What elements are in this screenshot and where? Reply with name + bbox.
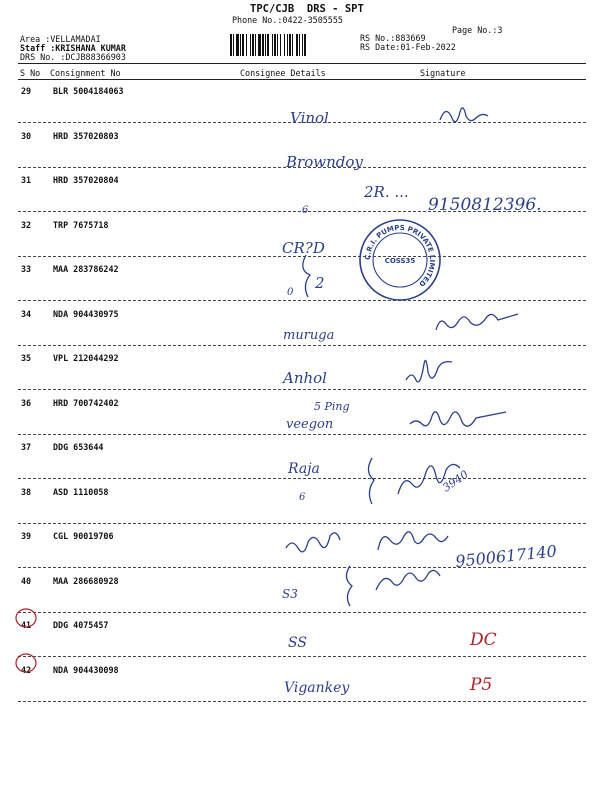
barcode-bar bbox=[236, 34, 239, 56]
row-consignment-number: BLR 5004184063 bbox=[53, 86, 124, 96]
bracket-mark bbox=[346, 566, 352, 606]
row-divider bbox=[18, 345, 586, 346]
stamp-center-text: COSS35 bbox=[384, 257, 416, 265]
barcode-bar bbox=[302, 34, 303, 56]
handwritten-name: Browndoy bbox=[286, 153, 363, 171]
row-serial-number: 29 bbox=[21, 86, 32, 96]
row-consignment-number: HRD 357020804 bbox=[53, 175, 119, 185]
row-divider bbox=[18, 567, 586, 568]
row-divider bbox=[18, 656, 586, 657]
barcode-bar bbox=[258, 34, 261, 56]
row-serial-number: 34 bbox=[21, 308, 32, 319]
row-consignment-number: TRP 7675718 bbox=[53, 219, 109, 230]
signature-mark bbox=[406, 360, 452, 382]
row-consignment-number: NDA 904430975 bbox=[53, 308, 119, 319]
header-rule bbox=[18, 63, 586, 64]
document-title: TPC/CJB DRS - SPT bbox=[250, 3, 364, 15]
row-consignment-number: HRD 700742402 bbox=[53, 397, 119, 408]
handwritten-note: S3 bbox=[282, 587, 298, 601]
signature-mark bbox=[286, 533, 340, 552]
row-consignment-number: MAA 283786242 bbox=[53, 264, 119, 274]
signature-mark bbox=[378, 532, 448, 550]
barcode-bar bbox=[262, 34, 264, 56]
rs-number: RS No.:883669 bbox=[360, 33, 426, 43]
handwritten-note: 6 bbox=[302, 205, 309, 216]
row-consignment-number: MAA 286680928 bbox=[53, 575, 119, 586]
handwritten-note: 0 bbox=[287, 287, 294, 298]
row-consignment-number: HRD 357020803 bbox=[53, 130, 119, 141]
barcode-bar bbox=[252, 34, 254, 56]
row-divider bbox=[18, 701, 586, 702]
handwritten-note: 2R. ... bbox=[364, 183, 409, 201]
col-signature: Signature bbox=[420, 68, 466, 78]
barcode-bar bbox=[299, 34, 300, 56]
barcode-bar bbox=[267, 34, 269, 56]
handwritten-note: 3940 bbox=[440, 467, 471, 495]
handwritten-phone: 9150812396. bbox=[428, 195, 542, 215]
staff-field: Staff :KRISHANA KUMAR bbox=[20, 43, 126, 53]
row-divider bbox=[18, 122, 586, 123]
bracket-mark bbox=[303, 255, 310, 297]
col-consignment: Consignment No bbox=[50, 68, 121, 78]
barcode-bar bbox=[304, 34, 306, 56]
barcode-bar bbox=[265, 34, 266, 56]
row-divider bbox=[18, 211, 586, 212]
barcode-bar bbox=[277, 34, 278, 56]
row-divider bbox=[18, 612, 586, 613]
row-divider bbox=[18, 167, 586, 168]
row-serial-number: 41 bbox=[21, 620, 32, 630]
handwritten-note: 2 bbox=[315, 274, 325, 292]
signature-mark bbox=[440, 108, 488, 122]
signature-mark bbox=[376, 570, 440, 590]
barcode bbox=[230, 34, 346, 56]
rs-date: RS Date:01-Feb-2022 bbox=[360, 42, 456, 52]
handwritten-name: CR?D bbox=[282, 239, 325, 257]
row-divider bbox=[18, 256, 586, 257]
barcode-bar bbox=[274, 34, 276, 56]
barcode-bar bbox=[240, 34, 241, 56]
row-serial-number: 30 bbox=[21, 130, 32, 141]
row-serial-number: 40 bbox=[21, 575, 32, 586]
bracket-mark bbox=[368, 458, 374, 504]
status-code: P5 bbox=[470, 675, 493, 695]
handwritten-name: Raja bbox=[288, 461, 320, 477]
row-consignment-number: DDG 653644 bbox=[53, 442, 104, 452]
signature-mark bbox=[398, 464, 460, 494]
handwritten-name: veegon bbox=[286, 417, 334, 432]
barcode-bar bbox=[287, 34, 288, 56]
barcode-bar bbox=[272, 34, 273, 56]
handwritten-name: Vinol bbox=[290, 109, 329, 127]
row-divider bbox=[18, 434, 586, 435]
barcode-bar bbox=[242, 34, 244, 56]
row-consignment-number: CGL 90019706 bbox=[53, 531, 114, 541]
row-serial-number: 32 bbox=[21, 219, 32, 230]
barcode-bar bbox=[284, 34, 285, 56]
barcode-bar bbox=[296, 34, 298, 56]
handwritten-name: muruga bbox=[283, 328, 335, 343]
row-consignment-number: NDA 904430098 bbox=[53, 664, 119, 675]
signature-mark bbox=[410, 412, 506, 426]
row-serial-number: 39 bbox=[21, 531, 32, 541]
barcode-bar bbox=[289, 34, 291, 56]
column-header-rule bbox=[18, 79, 586, 80]
row-serial-number: 42 bbox=[21, 664, 32, 675]
handwritten-note: 5 Ping bbox=[314, 400, 350, 413]
barcode-bar bbox=[250, 34, 251, 56]
row-consignment-number: VPL 212044292 bbox=[53, 353, 119, 363]
col-consignee: Consignee Details bbox=[240, 68, 326, 78]
barcode-bar bbox=[230, 34, 232, 56]
row-consignment-number: DDG 4075457 bbox=[53, 620, 109, 630]
row-divider bbox=[18, 300, 586, 301]
row-serial-number: 33 bbox=[21, 264, 32, 274]
barcode-bar bbox=[246, 34, 247, 56]
handwritten-name: Vigankey bbox=[284, 680, 350, 696]
row-divider bbox=[18, 523, 586, 524]
row-serial-number: 38 bbox=[21, 486, 32, 497]
signature-mark bbox=[436, 314, 518, 330]
handwritten-phone: 9500617140 bbox=[454, 541, 558, 571]
stamp-ring-text: C.R.I. PUMPS PRIVATE LIMITED bbox=[363, 223, 437, 289]
barcode-bar bbox=[233, 34, 234, 56]
page-number: Page No.:3 bbox=[452, 25, 503, 35]
company-stamp bbox=[360, 220, 440, 300]
row-serial-number: 37 bbox=[21, 442, 32, 452]
handwritten-name: Anhol bbox=[283, 369, 327, 387]
row-divider bbox=[18, 389, 586, 390]
barcode-bar bbox=[292, 34, 293, 56]
status-code: DC bbox=[470, 630, 497, 650]
handwritten-note: 6 bbox=[299, 492, 306, 503]
barcode-bar bbox=[255, 34, 256, 56]
drs-number: DRS No. :DCJB88366903 bbox=[20, 52, 126, 62]
row-consignment-number: ASD 1110058 bbox=[53, 486, 109, 497]
area-field: Area :VELLAMADAI bbox=[20, 34, 101, 44]
col-sno: S No bbox=[20, 68, 41, 78]
row-serial-number: 36 bbox=[21, 397, 32, 408]
row-serial-number: 31 bbox=[21, 175, 32, 185]
row-divider bbox=[18, 478, 586, 479]
handwritten-name: SS bbox=[288, 635, 307, 651]
barcode-bar bbox=[280, 34, 281, 56]
row-serial-number: 35 bbox=[21, 353, 32, 363]
phone-number: Phone No.:0422-3505555 bbox=[232, 15, 343, 25]
